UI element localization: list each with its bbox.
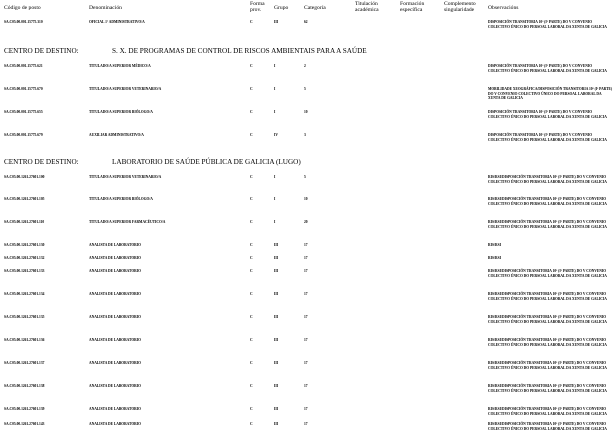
post-denomination: ANALISTA DE LABORATORIO (89, 361, 141, 365)
post-denomination: ANALISTA DE LABORATORIO (89, 315, 141, 319)
table-row (0, 338, 615, 362)
post-forma: C (250, 361, 253, 365)
post-categoria: 10 (304, 110, 308, 114)
post-categoria: 17 (304, 338, 308, 342)
post-grupo: III (274, 256, 279, 260)
post-categoria: 17 (304, 407, 308, 411)
destination-center-name: LABORATORIO DE SAÚDE PÚBLICA DE GALICIA (LUGO) (112, 158, 301, 166)
post-forma: C (250, 292, 253, 296)
post-code: SA.C05.00.1261.27601.100 (4, 175, 45, 179)
post-forma: C (250, 133, 253, 137)
post-denomination: ANALISTA DE LABORATORIO (89, 384, 141, 388)
table-row (0, 197, 615, 221)
post-observations: DISPOSICIÓN TRANSITORIA 10ª (Iª PARTE) DO V CONVENIO COLECTIVO ÚNICO DO PERSOAL LABORAL DA XUNTA DE GALICIA (488, 20, 607, 29)
post-observations: RIS/RSI/DISPOSICIÓN TRANSITORIA 10ª (Iª PARTE) DO V CONVENIO COLECTIVO ÚNICO DO PERSOAL LABORAL DA XUNTA DE GALICIA (488, 384, 607, 393)
header-formacion-line1: Formación (400, 1, 425, 7)
post-categoria: 17 (304, 361, 308, 365)
post-observations: DISPOSICIÓN TRANSITORIA 10ª (Iª PARTE) DO V CONVENIO COLECTIVO ÚNICO DO PERSOAL LABORAL DA XUNTA DE GALICIA (488, 110, 607, 119)
post-denomination: ANALISTA DE LABORATORIO (89, 407, 141, 411)
post-denomination: AUXILIAR ADMINISTRATIVO/A (89, 133, 144, 137)
destination-center-heading (4, 47, 604, 57)
post-forma: C (250, 87, 253, 91)
post-denomination: TITULADO/A SUPERIOR MÉDICO/A (89, 64, 151, 68)
post-observations: MOBILIDADE XEOGRÁFICA/DISPOSICIÓN TRANSITORIA 10ª (Iª PARTE) DO V CONVENIO COLECTIVO ÚNICO DO PERSOAL LABORAL DA XUNTA DE GALICIA (488, 87, 613, 101)
post-denomination: TITULADO/A SUPERIOR BIÓLOGO/A (89, 197, 153, 201)
header-grupo: Grupo (274, 5, 289, 11)
post-categoria: 17 (304, 315, 308, 319)
table-row (0, 110, 615, 134)
table-row (0, 361, 615, 385)
post-observations: DISPOSICIÓN TRANSITORIA 10ª (Iª PARTE) DO V CONVENIO COLECTIVO ÚNICO DO PERSOAL LABORAL DA XUNTA DE GALICIA (488, 64, 607, 73)
post-grupo: IV (274, 133, 278, 137)
post-code: SA.C05.00.1261.27601.135 (4, 315, 45, 319)
post-categoria: 20 (304, 220, 308, 224)
post-grupo: III (274, 243, 279, 247)
post-observations: DISPOSICIÓN TRANSITORIA 10ª (Iª PARTE) DO V CONVENIO COLECTIVO ÚNICO DO PERSOAL LABORAL DA XUNTA DE GALICIA (488, 133, 607, 142)
post-forma: C (250, 384, 253, 388)
post-denomination: TITULADO/A SUPERIOR VETERINARIO/A (89, 87, 162, 91)
post-grupo: I (274, 175, 276, 179)
header-obs: Observacións (488, 5, 519, 11)
header-titulacion-line2: académica (355, 7, 379, 13)
post-code: SA.C05.00.001.15775.655 (4, 110, 43, 114)
post-grupo: III (274, 315, 279, 319)
post-forma: C (250, 315, 253, 319)
post-code: SA.C05.00.1261.27601.136 (4, 338, 45, 342)
post-categoria: 5 (304, 175, 306, 179)
post-code: SA.C05.00.1261.27601.110 (4, 220, 45, 224)
header-code: Código de posto (4, 5, 41, 11)
table-row (0, 175, 615, 199)
post-code: SA.C05.00.001.15775.670 (4, 87, 43, 91)
header-forma-line1: Forma (250, 1, 265, 7)
post-observations: RIS/RSI/DISPOSICIÓN TRANSITORIA 10ª (Iª PARTE) DO V CONVENIO COLECTIVO ÚNICO DO PERSOAL LABORAL DA XUNTA DE GALICIA (488, 220, 607, 229)
post-categoria: 17 (304, 384, 308, 388)
post-observations: RIS/RSI/DISPOSICIÓN TRANSITORIA 10ª (Iª PARTE) DO V CONVENIO COLECTIVO ÚNICO DO PERSOAL LABORAL DA XUNTA DE GALICIA (488, 315, 607, 324)
post-observations: RIS/RSI/DISPOSICIÓN TRANSITORIA 10ª (Iª PARTE) DO V CONVENIO COLECTIVO ÚNICO DO PERSOAL LABORAL DA XUNTA DE GALICIA (488, 407, 607, 416)
post-forma: C (250, 256, 253, 260)
destination-center-heading (4, 158, 604, 168)
post-denomination: ANALISTA DE LABORATORIO (89, 292, 141, 296)
post-code: SA.C05.00.1261.27601.132 (4, 256, 45, 260)
table-row (0, 315, 615, 339)
post-categoria: 17 (304, 269, 308, 273)
header-titulacion-line1: Titulación (355, 1, 378, 7)
post-code: SA.C05.00.1261.27601.105 (4, 197, 45, 201)
post-categoria: 17 (304, 256, 308, 260)
post-grupo: III (274, 384, 279, 388)
post-categoria: 17 (304, 243, 308, 247)
post-grupo: III (274, 422, 279, 426)
post-grupo: I (274, 64, 276, 68)
post-forma: C (250, 338, 253, 342)
post-observations: RIS/RSI/DISPOSICIÓN TRANSITORIA 10ª (Iª PARTE) DO V CONVENIO COLECTIVO ÚNICO DO PERSOAL LABORAL DA XUNTA DE GALICIA (488, 422, 607, 431)
post-grupo: III (274, 361, 279, 365)
header-forma (250, 1, 265, 13)
post-denomination: TITULADO/A SUPERIOR VETERINARIO/A (89, 175, 162, 179)
post-denomination: ANALISTA DE LABORATORIO (89, 269, 141, 273)
post-denomination: ANALISTA DE LABORATORIO (89, 243, 141, 247)
post-categoria: 17 (304, 292, 308, 296)
header-complemento-line2: singularidade (444, 7, 475, 13)
post-observations: RIS/RSI (488, 256, 501, 260)
post-denomination: TITULADO/A SUPERIOR BIÓLOGO/A (89, 110, 153, 114)
header-complemento-line1: Complemento (444, 1, 476, 7)
post-categoria: 10 (304, 197, 308, 201)
post-forma: C (250, 175, 253, 179)
post-grupo: III (274, 292, 279, 296)
table-row (0, 64, 615, 88)
post-forma: C (250, 197, 253, 201)
post-denomination: ANALISTA DE LABORATORIO (89, 338, 141, 342)
post-forma: C (250, 407, 253, 411)
post-grupo: III (274, 20, 279, 24)
post-denomination: OFICIAL 1º ADMINISTRATIVO/A (89, 20, 145, 24)
post-categoria: 2 (304, 64, 306, 68)
post-code: SA.C05.00.001.15775.310 (4, 20, 43, 24)
header-formacion (400, 1, 424, 13)
table-row (0, 292, 615, 316)
post-grupo: I (274, 87, 276, 91)
post-denomination: ANALISTA DE LABORATORIO (89, 256, 141, 260)
post-code: SA.C05.00.001.15775.621 (4, 64, 43, 68)
post-code: SA.C05.00.1261.27601.138 (4, 384, 45, 388)
post-observations: RIS/RSI/DISPOSICIÓN TRANSITORIA 10ª (Iª PARTE) DO V CONVENIO COLECTIVO ÚNICO DO PERSOAL LABORAL DA XUNTA DE GALICIA (488, 292, 607, 301)
post-code: SA.C05.00.1261.27601.134 (4, 292, 45, 296)
table-row (0, 87, 615, 111)
post-code: SA.C05.00.1261.27601.130 (4, 243, 45, 247)
post-observations: RIS/RSI/DISPOSICIÓN TRANSITORIA 10ª (Iª PARTE) DO V CONVENIO COLECTIVO ÚNICO DO PERSOAL LABORAL DA XUNTA DE GALICIA (488, 175, 607, 184)
post-grupo: I (274, 197, 276, 201)
table-row (0, 384, 615, 408)
post-forma: C (250, 110, 253, 114)
post-categoria: 62 (304, 20, 308, 24)
post-grupo: III (274, 338, 279, 342)
post-denomination: ANALISTA DE LABORATORIO (89, 422, 141, 426)
post-grupo: I (274, 220, 276, 224)
post-categoria: 3 (304, 133, 306, 137)
post-grupo: III (274, 269, 279, 273)
post-forma: C (250, 422, 253, 426)
header-denom: Denominación (89, 5, 122, 11)
post-observations: RIS/RSI/DISPOSICIÓN TRANSITORIA 10ª (Iª PARTE) DO V CONVENIO COLECTIVO ÚNICO DO PERSOAL LABORAL DA XUNTA DE GALICIA (488, 361, 607, 370)
post-forma: C (250, 20, 253, 24)
destination-center-label: CENTRO DE DESTINO: (4, 47, 79, 55)
post-code: SA.C05.00.001.15775.679 (4, 133, 43, 137)
post-forma: C (250, 243, 253, 247)
post-observations: RIS/RSI/DISPOSICIÓN TRANSITORIA 10ª (Iª PARTE) DO V CONVENIO COLECTIVO ÚNICO DO PERSOAL LABORAL DA XUNTA DE GALICIA (488, 269, 607, 278)
destination-center-label: CENTRO DE DESTINO: (4, 158, 79, 166)
post-code: SA.C05.00.1261.27601.137 (4, 361, 45, 365)
post-code: SA.C05.00.1261.27601.139 (4, 407, 45, 411)
post-forma: C (250, 64, 253, 68)
post-categoria: 5 (304, 87, 306, 91)
post-observations: RIS/RSI/DISPOSICIÓN TRANSITORIA 10ª (Iª PARTE) DO V CONVENIO COLECTIVO ÚNICO DO PERSOAL LABORAL DA XUNTA DE GALICIA (488, 197, 607, 206)
table-row (0, 133, 615, 157)
table-row (0, 220, 615, 244)
header-formacion-line2: específica (400, 7, 423, 13)
table-row (0, 422, 615, 446)
post-grupo: I (274, 110, 276, 114)
post-grupo: III (274, 407, 279, 411)
post-code: SA.C05.00.1261.27601.143 (4, 422, 45, 426)
post-denomination: TITULADO/A SUPERIOR FARMACÉUTICO/A (89, 220, 166, 224)
header-complemento (444, 1, 476, 13)
post-forma: C (250, 269, 253, 273)
header-titulacion (355, 1, 379, 13)
post-observations: RIS/RSI/DISPOSICIÓN TRANSITORIA 10ª (Iª PARTE) DO V CONVENIO COLECTIVO ÚNICO DO PERSOAL LABORAL DA XUNTA DE GALICIA (488, 338, 607, 347)
table-row (0, 20, 615, 44)
destination-center-name: S. X. DE PROGRAMAS DE CONTROL DE RISCOS AMBIENTAIS PARA A SAÚDE (112, 47, 367, 55)
post-forma: C (250, 220, 253, 224)
post-categoria: 17 (304, 422, 308, 426)
header-forma-line2: prov. (250, 7, 262, 13)
post-observations: RIS/RSI (488, 243, 501, 247)
post-code: SA.C05.00.1261.27601.133 (4, 269, 45, 273)
header-categoria: Categoría (304, 5, 326, 11)
table-row (0, 269, 615, 293)
